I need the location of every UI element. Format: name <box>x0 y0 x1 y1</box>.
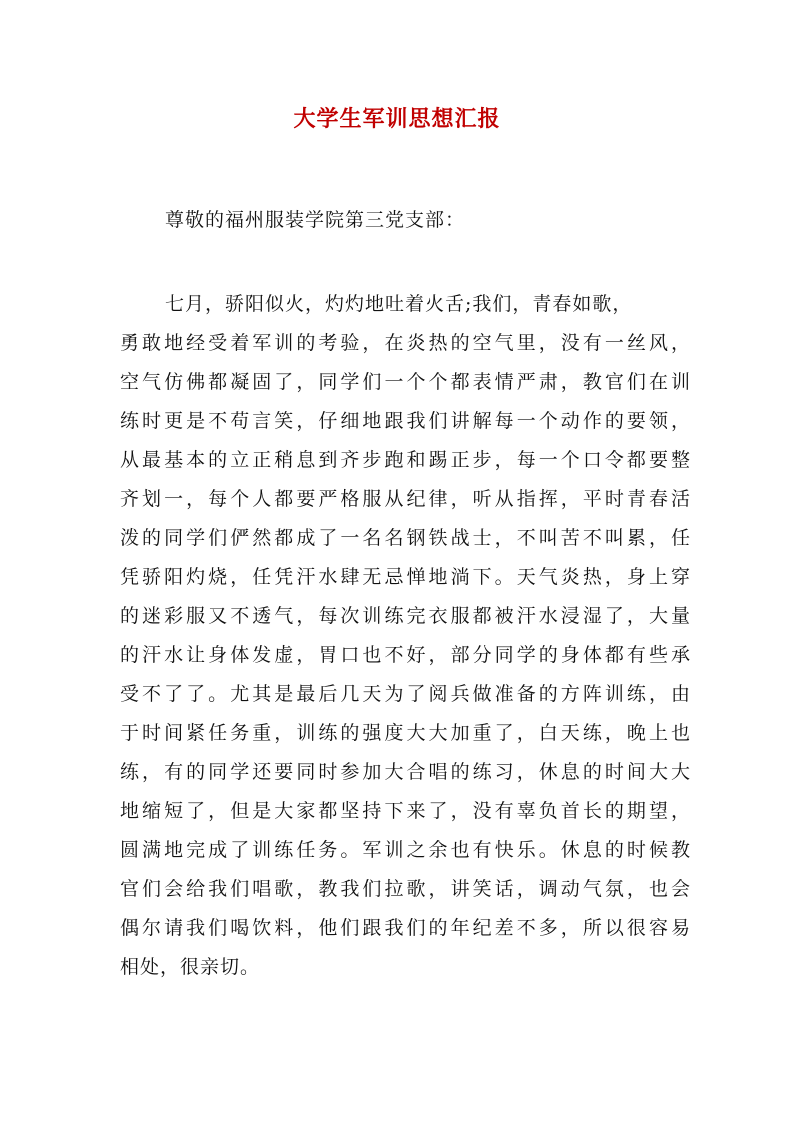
body-line: 从最基本的立正稍息到齐步跑和踢正步，每一个口令都要整 <box>120 449 690 471</box>
body-line: 于时间紧任务重，训练的强度大大加重了，白天练，晚上也 <box>120 722 690 744</box>
body-line: 偶尔请我们喝饮料，他们跟我们的年纪差不多，所以很容易 <box>120 917 690 939</box>
salutation: 尊敬的福州服装学院第三党支部： <box>165 209 466 231</box>
document-title: 大学生军训思想汇报 <box>293 106 501 132</box>
body-line: 的迷彩服又不透气，每次训练完衣服都被汗水浸湿了，大量 <box>120 605 690 627</box>
body-line: 勇敢地经受着军训的考验，在炎热的空气里，没有一丝风， <box>120 332 690 354</box>
body-line: 官们会给我们唱歌，教我们拉歌，讲笑话，调动气氛，也会 <box>120 878 690 900</box>
body-line: 七月，骄阳似火，灼灼地吐着火舌;我们，青春如歌， <box>165 293 633 315</box>
body-line: 受不了了。尤其是最后几天为了阅兵做准备的方阵训练，由 <box>120 683 690 705</box>
body-line: 圆满地完成了训练任务。军训之余也有快乐。休息的时候教 <box>120 839 690 861</box>
body-line: 练时更是不苟言笑，仔细地跟我们讲解每一个动作的要领， <box>120 410 690 432</box>
body-line: 相处，很亲切。 <box>120 956 261 978</box>
body-line: 练，有的同学还要同时参加大合唱的练习，休息的时间大大 <box>120 761 690 783</box>
body-line: 的汗水让身体发虚，胃口也不好，部分同学的身体都有些承 <box>120 644 690 666</box>
body-paragraph <box>120 285 690 987</box>
body-line: 泼的同学们俨然都成了一名名钢铁战士，不叫苦不叫累，任 <box>120 527 690 549</box>
body-line: 齐划一，每个人都要严格服从纪律，听从指挥，平时青春活 <box>120 488 690 510</box>
body-line: 空气仿佛都凝固了，同学们一个个都表情严肃，教官们在训 <box>120 371 690 393</box>
body-line: 凭骄阳灼烧，任凭汗水肆无忌惮地淌下。天气炎热，身上穿 <box>120 566 690 588</box>
body-line: 地缩短了，但是大家都坚持下来了，没有辜负首长的期望， <box>120 800 690 822</box>
